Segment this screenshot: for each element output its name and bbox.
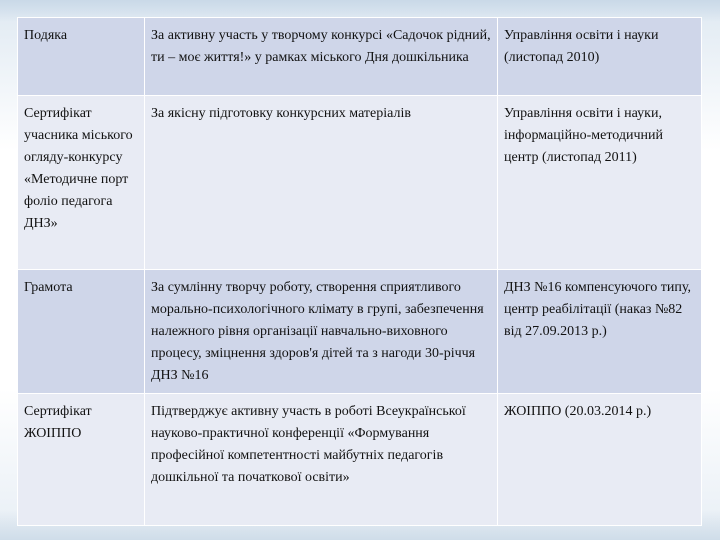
table-row — [18, 394, 702, 526]
award-description: За якісну підготовку конкурсних матеріалів — [151, 106, 411, 121]
award-description-cell — [145, 270, 498, 394]
award-type: Сертифікат учасника міського огляду-конкурсу «Методичне порт фоліо педагога ДНЗ» — [24, 106, 133, 231]
award-description-cell — [145, 394, 498, 526]
award-issuer: ДНЗ №16 компенсуючого типу, центр реабілітації (наказ №82 від 27.09.2013 р.) — [504, 280, 692, 339]
award-type-cell — [18, 394, 145, 526]
table-row — [18, 96, 702, 270]
award-type: Подяка — [24, 28, 68, 43]
award-type-cell — [18, 18, 145, 96]
award-type: Сертифікат ЖОІППО — [24, 404, 92, 441]
award-description: За активну участь у творчому конкурсі «Садочок рідний, ти – моє життя!» у рамках міського Дня дошкільника — [151, 28, 491, 65]
awards-table — [17, 17, 702, 526]
table-row — [18, 270, 702, 394]
award-issuer-cell — [498, 96, 702, 270]
award-issuer: Управління освіти і науки (листопад 2010) — [504, 28, 659, 65]
award-type-cell — [18, 96, 145, 270]
award-description-cell — [145, 18, 498, 96]
table-row — [18, 18, 702, 96]
award-issuer-cell — [498, 18, 702, 96]
award-issuer-cell — [498, 270, 702, 394]
award-description: Підтверджує активну участь в роботі Всеукраїнської науково-практичної конференції «Формування професійної компетентності майбутніх педагогів дошкільної та початкової освіти» — [151, 404, 466, 485]
award-type: Грамота — [24, 280, 73, 295]
award-issuer: Управління освіти і науки, інформаційно-методичний центр (листопад 2011) — [504, 106, 663, 165]
award-description: За сумлінну творчу роботу, створення сприятливого морально-психологічного клімату в групі, забезпечення належного рівня організації навчально-виховного процесу, зміцнення здоров'я дітей та з нагоди 30-річчя ДНЗ №16 — [151, 280, 484, 383]
award-issuer: ЖОІППО (20.03.2014 р.) — [504, 404, 652, 419]
award-type-cell — [18, 270, 145, 394]
award-description-cell — [145, 96, 498, 270]
award-issuer-cell — [498, 394, 702, 526]
